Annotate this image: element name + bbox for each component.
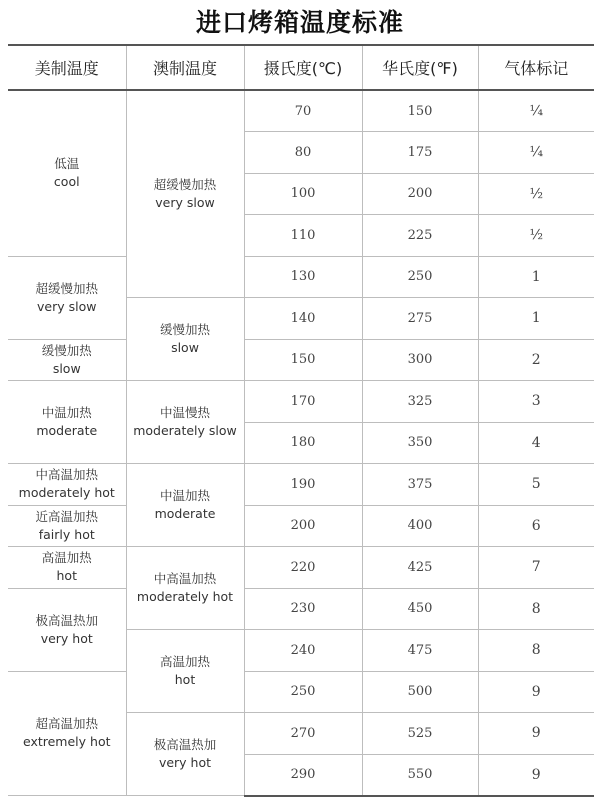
us-group-en: moderate bbox=[36, 423, 98, 438]
au-group-cell bbox=[126, 713, 244, 796]
fahrenheit-cell: 300 bbox=[362, 339, 478, 381]
celsius-cell: 240 bbox=[244, 630, 362, 672]
gas-mark-cell: 8 bbox=[478, 630, 594, 672]
us-group-cell bbox=[8, 588, 126, 671]
gas-mark-cell: ¼ bbox=[478, 132, 594, 174]
us-group-zh: 高温加热 bbox=[41, 550, 92, 566]
us-group-zh: 缓慢加热 bbox=[41, 342, 92, 358]
au-group-zh: 高温加热 bbox=[159, 654, 210, 669]
gas-mark-cell: 1 bbox=[478, 298, 594, 340]
us-group-cell bbox=[8, 547, 126, 589]
table-row bbox=[8, 505, 594, 547]
us-group-zh: 低温 bbox=[54, 156, 80, 172]
fahrenheit-cell: 425 bbox=[362, 547, 478, 589]
au-group-cell bbox=[126, 90, 244, 298]
gas-mark-cell: 1 bbox=[478, 256, 594, 298]
fahrenheit-cell: 500 bbox=[362, 671, 478, 713]
au-group-zh: 超缓慢加热 bbox=[153, 177, 217, 192]
gas-mark-cell: 3 bbox=[478, 381, 594, 423]
us-group-zh: 近高温加热 bbox=[35, 508, 98, 524]
au-group-zh: 中温慢热 bbox=[159, 405, 210, 420]
fahrenheit-cell: 550 bbox=[362, 754, 478, 796]
gas-mark-cell: 5 bbox=[478, 464, 594, 506]
oven-temperature-table bbox=[8, 44, 594, 797]
au-group-cell bbox=[126, 381, 244, 464]
table-row bbox=[8, 588, 594, 630]
header-gas-mark: 气体标记 bbox=[478, 45, 594, 90]
fahrenheit-cell: 475 bbox=[362, 630, 478, 672]
fahrenheit-cell: 175 bbox=[362, 132, 478, 174]
celsius-cell: 250 bbox=[244, 671, 362, 713]
celsius-cell: 150 bbox=[244, 339, 362, 381]
celsius-cell: 190 bbox=[244, 464, 362, 506]
celsius-cell: 200 bbox=[244, 505, 362, 547]
celsius-cell: 230 bbox=[244, 588, 362, 630]
au-group-zh: 中温加热 bbox=[159, 488, 210, 503]
au-group-zh: 缓慢加热 bbox=[159, 322, 210, 337]
us-group-cell bbox=[8, 90, 126, 256]
us-group-cell bbox=[8, 381, 126, 464]
au-group-cell bbox=[126, 464, 244, 547]
fahrenheit-cell: 375 bbox=[362, 464, 478, 506]
table-row bbox=[8, 671, 594, 713]
fahrenheit-cell: 325 bbox=[362, 381, 478, 423]
celsius-cell: 270 bbox=[244, 713, 362, 755]
header-us-temp: 美制温度 bbox=[8, 45, 126, 90]
au-group-en: moderate bbox=[154, 506, 216, 521]
header-fahrenheit: 华氏度(℉) bbox=[362, 45, 478, 90]
us-group-cell bbox=[8, 671, 126, 796]
celsius-cell: 170 bbox=[244, 381, 362, 423]
au-group-cell bbox=[126, 630, 244, 713]
table-row bbox=[8, 381, 594, 423]
celsius-cell: 140 bbox=[244, 298, 362, 340]
au-group-cell bbox=[126, 547, 244, 630]
gas-mark-cell: 7 bbox=[478, 547, 594, 589]
gas-mark-cell: 9 bbox=[478, 713, 594, 755]
celsius-cell: 180 bbox=[244, 422, 362, 464]
header-au-temp: 澳制温度 bbox=[126, 45, 244, 90]
table-row bbox=[8, 547, 594, 589]
fahrenheit-cell: 225 bbox=[362, 215, 478, 257]
fahrenheit-cell: 525 bbox=[362, 713, 478, 755]
us-group-en: moderately hot bbox=[18, 485, 115, 501]
celsius-cell: 290 bbox=[244, 754, 362, 796]
us-group-en: fairly hot bbox=[38, 526, 95, 542]
gas-mark-cell: 8 bbox=[478, 588, 594, 630]
us-group-cell bbox=[8, 464, 126, 506]
fahrenheit-cell: 200 bbox=[362, 173, 478, 215]
us-group-en: slow bbox=[52, 360, 81, 376]
table-row bbox=[8, 339, 594, 381]
gas-mark-cell: ¼ bbox=[478, 90, 594, 132]
us-group-zh: 超高温加热 bbox=[35, 716, 98, 732]
au-group-en: moderately hot bbox=[136, 589, 234, 604]
au-group-cell bbox=[126, 298, 244, 381]
page-title: 进口烤箱温度标准 bbox=[195, 8, 404, 37]
us-group-zh: 中温加热 bbox=[41, 405, 92, 420]
fahrenheit-cell: 350 bbox=[362, 422, 478, 464]
table-row bbox=[8, 256, 594, 298]
us-group-cell bbox=[8, 256, 126, 339]
gas-mark-cell: 9 bbox=[478, 671, 594, 713]
gas-mark-cell: 6 bbox=[478, 505, 594, 547]
celsius-cell: 110 bbox=[244, 215, 362, 257]
celsius-cell: 80 bbox=[244, 132, 362, 174]
us-group-zh: 极高温热加 bbox=[35, 612, 98, 628]
fahrenheit-cell: 250 bbox=[362, 256, 478, 298]
header-celsius: 摄氏度(℃) bbox=[244, 45, 362, 90]
us-group-en: very hot bbox=[40, 630, 93, 646]
celsius-cell: 130 bbox=[244, 256, 362, 298]
au-group-zh: 中高温加热 bbox=[153, 571, 217, 586]
fahrenheit-cell: 450 bbox=[362, 588, 478, 630]
us-group-en: hot bbox=[56, 568, 77, 584]
au-group-en: hot bbox=[174, 672, 196, 687]
us-group-en: extremely hot bbox=[22, 734, 111, 750]
au-group-en: very slow bbox=[155, 195, 215, 210]
fahrenheit-cell: 150 bbox=[362, 90, 478, 132]
us-group-zh: 超缓慢加热 bbox=[35, 280, 98, 296]
celsius-cell: 100 bbox=[244, 173, 362, 215]
us-group-cell bbox=[8, 339, 126, 381]
gas-mark-cell: ½ bbox=[478, 173, 594, 215]
celsius-cell: 70 bbox=[244, 90, 362, 132]
us-group-zh: 中高温加热 bbox=[35, 467, 98, 483]
gas-mark-cell: 4 bbox=[478, 422, 594, 464]
au-group-zh: 极高温热加 bbox=[153, 737, 217, 752]
fahrenheit-cell: 275 bbox=[362, 298, 478, 340]
gas-mark-cell: 2 bbox=[478, 339, 594, 381]
table-row bbox=[8, 90, 594, 132]
fahrenheit-cell: 400 bbox=[362, 505, 478, 547]
us-group-en: very slow bbox=[37, 298, 97, 314]
table-row bbox=[8, 464, 594, 506]
au-group-en: slow bbox=[171, 340, 199, 355]
table-header-row bbox=[8, 45, 594, 90]
celsius-cell: 220 bbox=[244, 547, 362, 589]
au-group-en: very hot bbox=[158, 755, 212, 770]
au-group-en: moderately slow bbox=[133, 423, 237, 438]
gas-mark-cell: ½ bbox=[478, 215, 594, 257]
us-group-en: cool bbox=[53, 174, 80, 190]
us-group-cell bbox=[8, 505, 126, 547]
gas-mark-cell: 9 bbox=[478, 754, 594, 796]
